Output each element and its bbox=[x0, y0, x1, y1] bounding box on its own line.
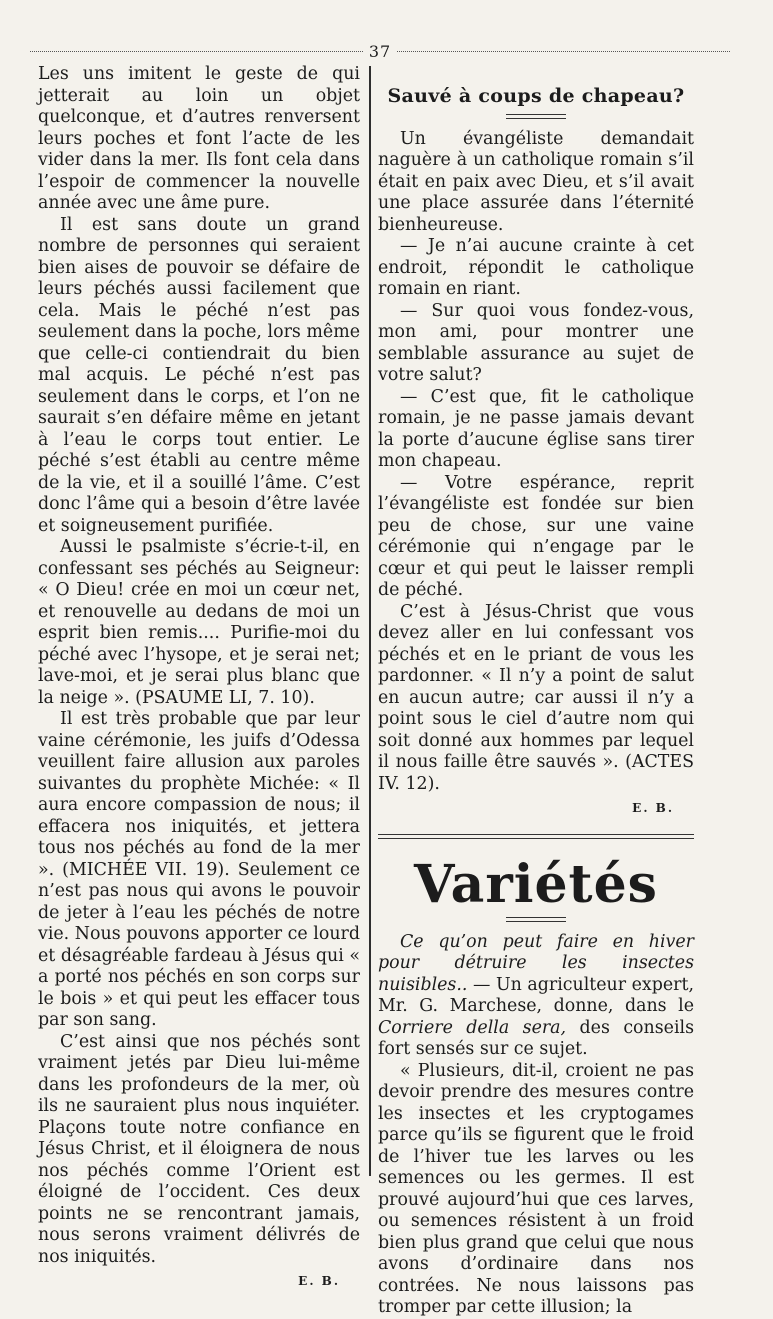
right-paragraph-1: Un évangéliste demandait naguère à un catholique romain s’il était en paix avec Dieu, et s’il avait une place assurée dans l’éternité bienheureuse. bbox=[378, 128, 694, 235]
header-rule-right bbox=[397, 51, 730, 52]
right-signature: E. B. bbox=[632, 801, 674, 815]
varietes-lead bbox=[378, 932, 694, 1061]
page-header bbox=[30, 40, 730, 62]
section-separator bbox=[378, 834, 694, 839]
right-paragraph-3: — Sur quoi vous fondez-vous, mon ami, pour montrer une semblable assurance au sujet de votre salut? bbox=[378, 300, 694, 385]
right-paragraph-6: C’est à Jésus-Christ que vous devez aller en lui confessant vos péchés et en le priant de vous les pardonner. « Il n’y a point de salut en aucun autre; car aussi il n’y a point sous le ciel d’autre nom qui soit donné aux hommes par lequel il nous faille être sauvés ». (ACTES IV. 12). bbox=[378, 601, 694, 794]
left-paragraph-5: C’est ainsi que nos péchés sont vraiment jetés par Dieu lui-même dans les profondeurs de la mer, où ils ne sauraient plus nous inquiéter. Plaçons toute notre confiance en Jésus Christ, et il éloignera de nous nos péchés comme l’Orient est éloigné de l’occident. Ces deux points ne se rencontrant jamais, nous serons vraiment délivrés de nos iniquités. bbox=[38, 1031, 360, 1267]
section-ornament bbox=[506, 917, 566, 922]
section-title: Variétés bbox=[414, 853, 658, 915]
varietes-lead-text-1: — Un agriculteur expert, Mr. G. Marchese, donne, dans le bbox=[378, 974, 694, 1016]
right-column bbox=[378, 64, 694, 1319]
varietes-lead-italic: Ce qu’on peut faire en hiver pour détruire les insectes nuisibles.. bbox=[378, 931, 694, 995]
varietes-paragraph: « Plusieurs, dit-il, croient ne pas devoir prendre des mesures contre les insectes et les cryptogames parce qu’ils se figurent que le froid de l’hiver tue les larves ou les semences ou les germes. Il est prouvé aujourd’hui que ces larves, ou semences résistent à un froid bien plus grand que celui que nous avons d’ordinaire dans nos contrées. Ne nous laissons pas tromper par cette illusion; la bbox=[378, 1060, 694, 1317]
page-number: 37 bbox=[368, 41, 392, 61]
left-paragraph-3: Aussi le psalmiste s’écrie-t-il, en confessant ses péchés au Seigneur: « O Dieu! crée en moi un cœur net, et renouvelle au dedans de moi un esprit bien remis.... Purifie-moi du péché avec l’hysope, et je serai net; lave-moi, et je serai plus blanc que la neige ». (PSAUME LI, 7. 10). bbox=[38, 537, 360, 708]
left-paragraph-1: Les uns imitent le geste de qui jetterait au loin un objet quelconque, et d’autres renversent leurs poches et font l’acte de les vider dans la mer. Ils font cela dans l’espoir de commencer la nouvelle année avec une âme pure. bbox=[38, 64, 360, 213]
left-column bbox=[38, 64, 360, 1293]
article-title: Sauvé à coups de chapeau? bbox=[387, 85, 685, 107]
varietes-lead-text-2: des conseils fort sensés sur ce sujet. bbox=[378, 1017, 694, 1059]
right-paragraph-5: — Votre espérance, reprit l’évangéliste est fondée sur bien peu de chose, sur une vaine cérémonie qui n’engage par le cœur et qui peut le laisser rempli de péché. bbox=[378, 472, 694, 600]
left-paragraph-2: Il est sans doute un grand nombre de personnes qui seraient bien aises de pouvoir se défaire de leurs péchés aussi facilement que cela. Mais le péché n’est pas seulement dans la poche, lors même que celle-ci contiendrait du bien mal acquis. Le péché n’est pas seulement dans le corps, et l’on ne saurait s’en défaire même en jetant à l’eau le corps tout entier. Le péché s’est établi au centre même de la vie, et il a souillé l’âme. C’est donc l’âme qui a besoin d’être lavée et soigneusement purifiée. bbox=[38, 214, 360, 536]
right-paragraph-2: — Je n’ai aucune crainte à cet endroit, répondit le catholique romain en riant. bbox=[378, 236, 694, 299]
column-divider bbox=[369, 66, 371, 1176]
header-rule-left bbox=[30, 51, 363, 52]
varietes-newspaper-name: Corriere della sera, bbox=[378, 1017, 567, 1038]
right-paragraph-4: — C’est que, fit le catholique romain, je ne passe jamais devant la porte d’aucune église sans tirer mon chapeau. bbox=[378, 386, 694, 471]
left-signature: E. B. bbox=[298, 1274, 340, 1288]
title-ornament bbox=[506, 114, 566, 119]
left-paragraph-4: Il est très probable que par leur vaine cérémonie, les juifs d’Odessa veuillent faire allusion aux paroles suivantes du prophète Michée: « Il aura encore compassion de nous; il effacera nos iniquités, et jettera tous nos péchés au fond de la mer ». (MICHÉE VII. 19). Seulement ce n’est pas nous qui avons le pouvoir de jeter à l’eau les péchés de notre vie. Nous pouvons apporter ce lourd et désagréable fardeau à Jésus qui « a porté nos péchés en son corps sur le bois » et qui peut les effacer tous par son sang. bbox=[38, 709, 360, 1030]
